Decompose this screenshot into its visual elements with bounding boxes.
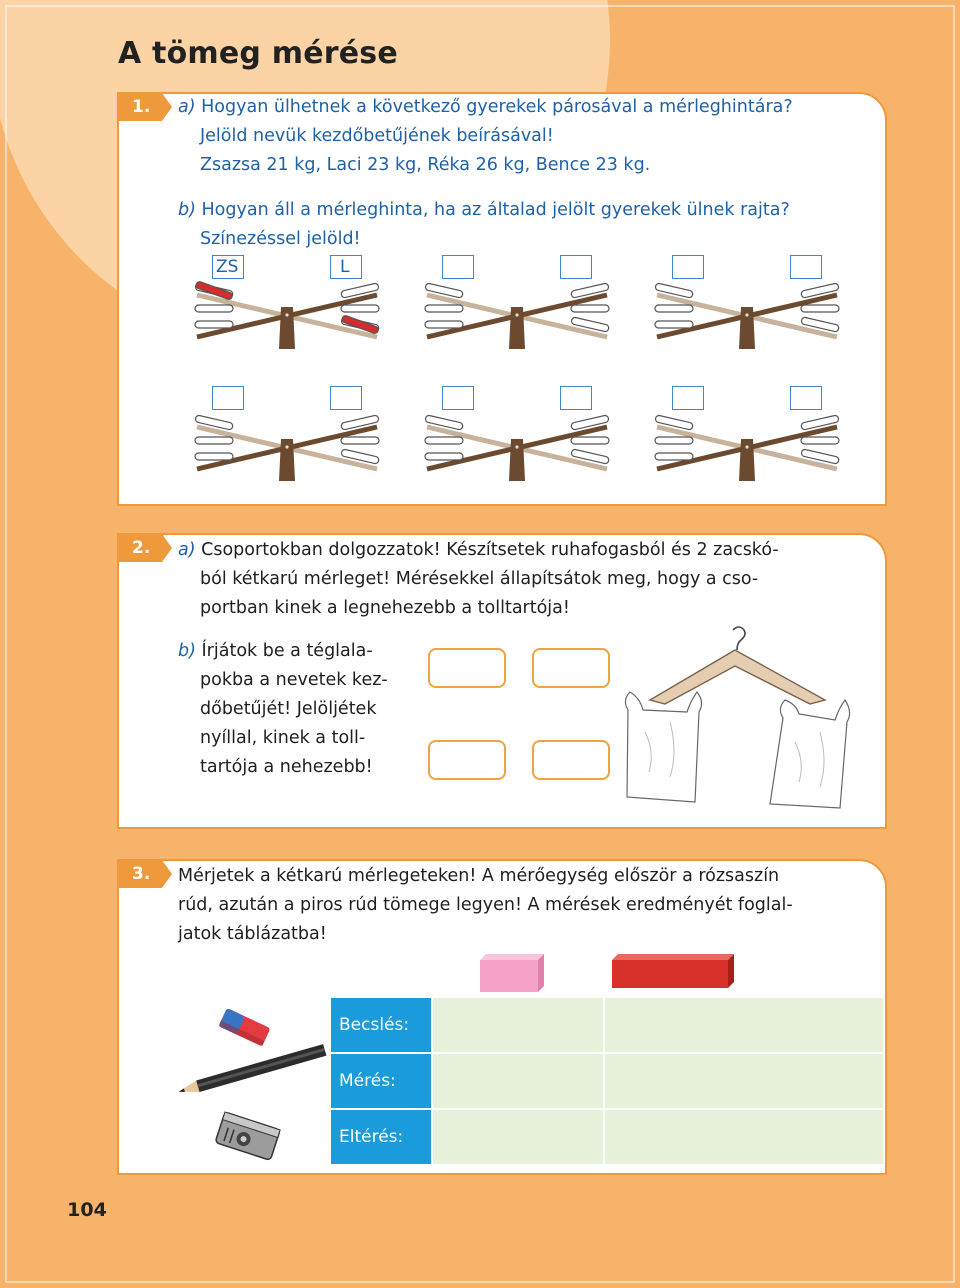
estimate-cell-2[interactable] (605, 998, 883, 1052)
task3-line2: rúd, azután a piros rúd tömege legyen! A mérések eredményét foglal- (178, 895, 793, 915)
name-box-3[interactable] (428, 740, 506, 780)
pencil-icon (177, 1044, 326, 1097)
measurement-cell-1[interactable] (433, 1054, 603, 1108)
difference-cell-2[interactable] (605, 1110, 883, 1164)
page-title: A tömeg mérése (118, 36, 398, 71)
example-box-right-label: L (340, 257, 350, 277)
table-row-estimate (331, 998, 883, 1053)
seesaw-5 (425, 415, 610, 481)
task3-number-badge (118, 860, 172, 888)
seesaw-4 (195, 415, 380, 481)
seesaw-illustrations (0, 0, 960, 520)
task2-number-badge (118, 534, 172, 562)
task2-b-line5: tartója a nehezebb! (200, 757, 373, 777)
seesaw-6 (655, 415, 840, 481)
measurement-cell-2[interactable] (605, 1054, 883, 1108)
task2-b-line3: dőbetűjét! Jelöljétek (200, 699, 377, 719)
table-row-measurement (331, 1054, 883, 1109)
estimate-cell-1[interactable] (433, 998, 603, 1052)
eraser-icon (219, 1008, 271, 1046)
hanger-scale-illustration (615, 622, 865, 812)
task1-b-marker: b) (178, 200, 196, 220)
task1-a-line1: Hogyan ülhetnek a következő gyerekek párosával a mérleghintára? (201, 97, 793, 117)
unit-blocks (470, 950, 750, 995)
task2-a-line3: portban kinek a legnehezebb a tolltartója! (200, 598, 570, 618)
school-tools-illustration (175, 1000, 335, 1170)
row-header-estimate: Becslés: (331, 998, 431, 1052)
name-box-2[interactable] (532, 648, 610, 688)
row-header-measurement: Mérés: (331, 1054, 431, 1108)
task2-a-line1: Csoportokban dolgozzatok! Készítsetek ruhafogasból és 2 zacskó- (201, 540, 779, 560)
task2-a-text (178, 536, 779, 623)
task1-a-line2: Jelöld nevük kezdőbetűjének beírásával! (200, 126, 554, 146)
task2-b-marker: b) (178, 641, 196, 661)
task2-b-text (178, 637, 388, 782)
page-number: 104 (57, 1190, 117, 1230)
row-header-difference: Eltérés: (331, 1110, 431, 1164)
task3-text (178, 862, 793, 949)
seesaw-3 (655, 283, 840, 349)
task3-line3: jatok táblázatba! (178, 924, 327, 944)
task1-b-line1: Hogyan áll a mérleghinta, ha az általad jelölt gyerekek ülnek rajta? (201, 200, 790, 220)
name-box-1[interactable] (428, 648, 506, 688)
name-box-4[interactable] (532, 740, 610, 780)
pink-block (480, 954, 544, 992)
difference-cell-1[interactable] (433, 1110, 603, 1164)
task1-a-marker: a) (178, 97, 196, 117)
task2-b-line4: nyíllal, kinek a toll- (200, 728, 366, 748)
task2-b-line1: Írjátok be a téglala- (201, 641, 373, 661)
task1-a-line3: Zsazsa 21 kg, Laci 23 kg, Réka 26 kg, Bence 23 kg. (200, 155, 651, 175)
task2-a-marker: a) (178, 540, 196, 560)
sharpener-icon (215, 1112, 280, 1160)
seesaw-example (195, 281, 380, 349)
task1-b-line2: Színezéssel jelöld! (200, 229, 361, 249)
task2-a-line2: ból kétkarú mérleget! Mérésekkel állapítsátok meg, hogy a cso- (200, 569, 759, 589)
task1-number: 1. (132, 97, 151, 117)
results-table (331, 998, 883, 1164)
table-row-difference (331, 1110, 883, 1164)
red-block (612, 954, 734, 988)
task3-line1: Mérjetek a kétkarú mérlegeteken! A mérőegység először a rózsaszín (178, 866, 780, 886)
task2-b-line2: pokba a nevetek kez- (200, 670, 388, 690)
example-box-left-label: ZS (216, 257, 239, 277)
seesaw-2 (425, 283, 610, 349)
task2-number: 2. (132, 538, 151, 558)
task3-number: 3. (132, 864, 151, 884)
